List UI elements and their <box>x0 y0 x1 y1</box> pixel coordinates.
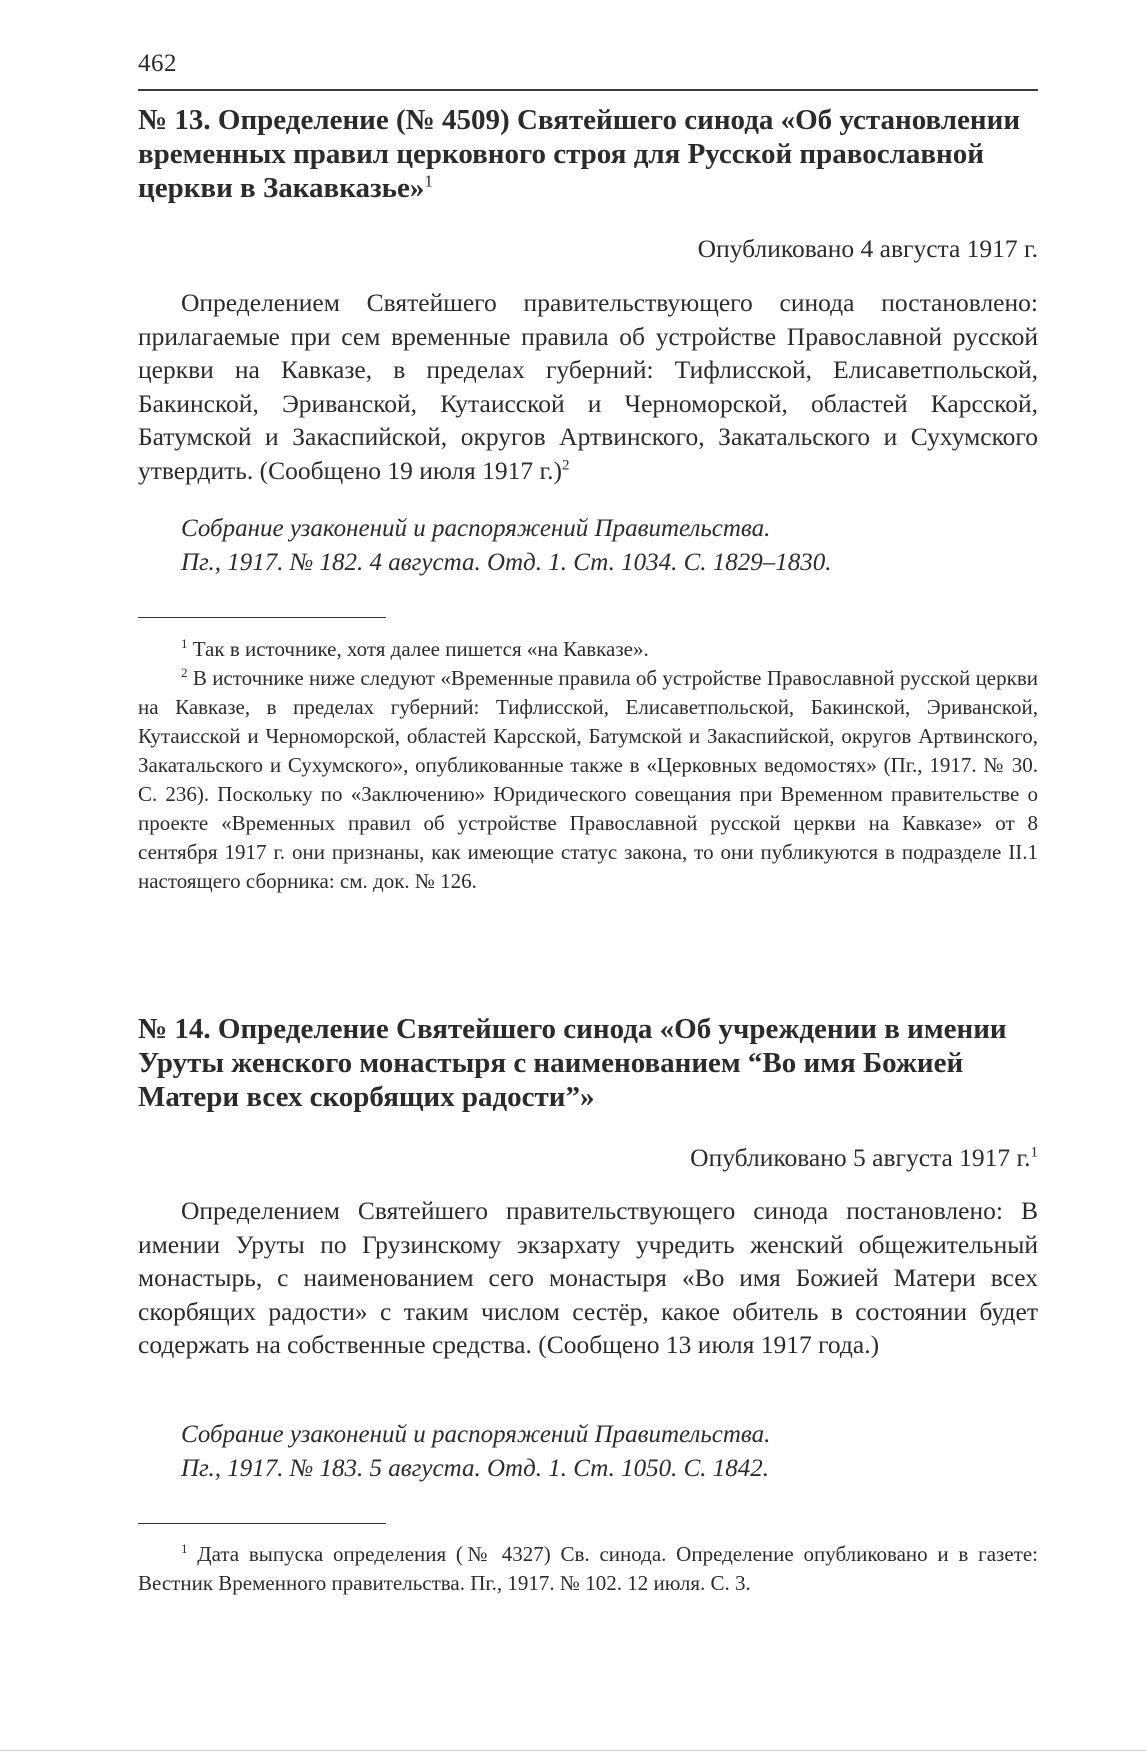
doc14-body-block <box>138 1194 1038 1362</box>
doc14-source-line1: Собрание узаконений и распоряжений Правительства. <box>181 1421 771 1448</box>
doc14-source <box>138 1418 1038 1486</box>
doc13-title <box>138 103 1038 205</box>
doc13-footnote-2 <box>138 664 1038 896</box>
footnote-text: В источнике ниже следуют «Временные правила об устройстве Православной русской церкви на Кавказе, в пределах губерний: Тифлисской, Елисаветпольской, Бакинской, Эриванской, Кутаисской и Черноморской, областей Карсской, Батумской и Закаспийской, округов Артвинского, Закатальского и Сухумского», опубликованные также в «Церковных ведомостях» (Пг., 1917. № 30. С. 236). Поскольку по «Заключению» Юридического совещания при Временном правительстве о проекте «Временных правил об устройстве Православной русской церкви на Кавказе» от 8 сентября 1917 г. они признаны, как имеющие статус закона, то они публикуются в подразделе II.1 настоящего сборника: см. док. № 126. <box>138 666 1038 893</box>
doc13-body-block <box>138 286 1038 487</box>
footnote-number: 2 <box>181 665 188 680</box>
doc14-published-text: Опубликовано 5 августа 1917 г. <box>690 1143 1031 1172</box>
footnote-number: 1 <box>181 1541 188 1556</box>
doc13-title-footnote-ref: 1 <box>424 171 433 191</box>
doc14-title-block <box>138 1012 1038 1114</box>
doc13-footnotes <box>138 635 1038 896</box>
doc14-footnotes <box>138 1540 1038 1598</box>
doc13-body-footnote-ref: 2 <box>561 457 570 473</box>
doc14-published <box>138 1143 1038 1173</box>
doc14-footnote-rule <box>138 1523 386 1524</box>
doc14-body: Определением Святейшего правительствующего синода постановлено: В имении Уруты по Грузинскому экзархату учредить женский общежительный монастырь, с наименованием сего монастыря «Во имя Божией Матери всех скорбящих радости» с таким числом сестёр, какое обитель в состоянии будет содержать на собственные средства. (Сообщено 13 июля 1917 года.) <box>138 1196 1038 1359</box>
page-number: 462 <box>138 50 177 77</box>
doc13-footnote-rule <box>138 617 386 618</box>
doc14-source-line2: Пг., 1917. № 183. 5 августа. Отд. 1. Ст. 1050. С. 1842. <box>181 1455 770 1482</box>
header-rule <box>138 89 1038 91</box>
doc13-source-line1: Собрание узаконений и распоряжений Правительства. <box>181 515 771 542</box>
doc13-title-text: № 13. Определение (№ 4509) Святейшего синода «Об установлении временных правил церковного строя для Русской православной церкви в Закавказье» <box>138 104 1021 204</box>
doc14-published-footnote-ref: 1 <box>1030 1144 1038 1161</box>
doc13-footnote-1 <box>138 635 1038 664</box>
doc14-title: № 14. Определение Святейшего синода «Об учреждении в имении Уруты женского монастыря с наименованием “Во имя Божией Матери всех скорбящих радости”» <box>138 1013 1007 1113</box>
doc13-title-block <box>138 103 1038 205</box>
doc14-footnote-1 <box>138 1540 1038 1598</box>
scan-edge-line <box>0 1750 1146 1751</box>
doc13-body <box>138 286 1038 487</box>
footnote-text: Так в источнике, хотя далее пишется «на Кавказе». <box>192 637 649 661</box>
footnote-number: 1 <box>181 636 188 651</box>
doc13-source <box>138 512 1038 580</box>
doc13-body-text: Определением Святейшего правительствующего синода постановлено: прилагаемые при сем временные правила об устройстве Православной русской церкви на Кавказе, в пределах губерний: Тифлисской, Елисаветпольской, Бакинской, Эриванской, Кутаисской и Черноморской, областей Карсской, Батумской и Закаспийской, округов Артвинского, Закатальского и Сухумского утвердить. (Сообщено 19 июля 1917 г.) <box>138 288 1038 485</box>
doc13-published: Опубликовано 4 августа 1917 г. <box>697 234 1038 263</box>
footnote-text: Дата выпуска определения (№ 4327) Св. синода. Определение опубликовано и в газете: Вестник Временного правительства. Пг., 1917. № 102. 12 июля. С. 3. <box>138 1542 1038 1595</box>
doc13-source-line2: Пг., 1917. № 182. 4 августа. Отд. 1. Ст. 1034. С. 1829–1830. <box>181 549 832 576</box>
